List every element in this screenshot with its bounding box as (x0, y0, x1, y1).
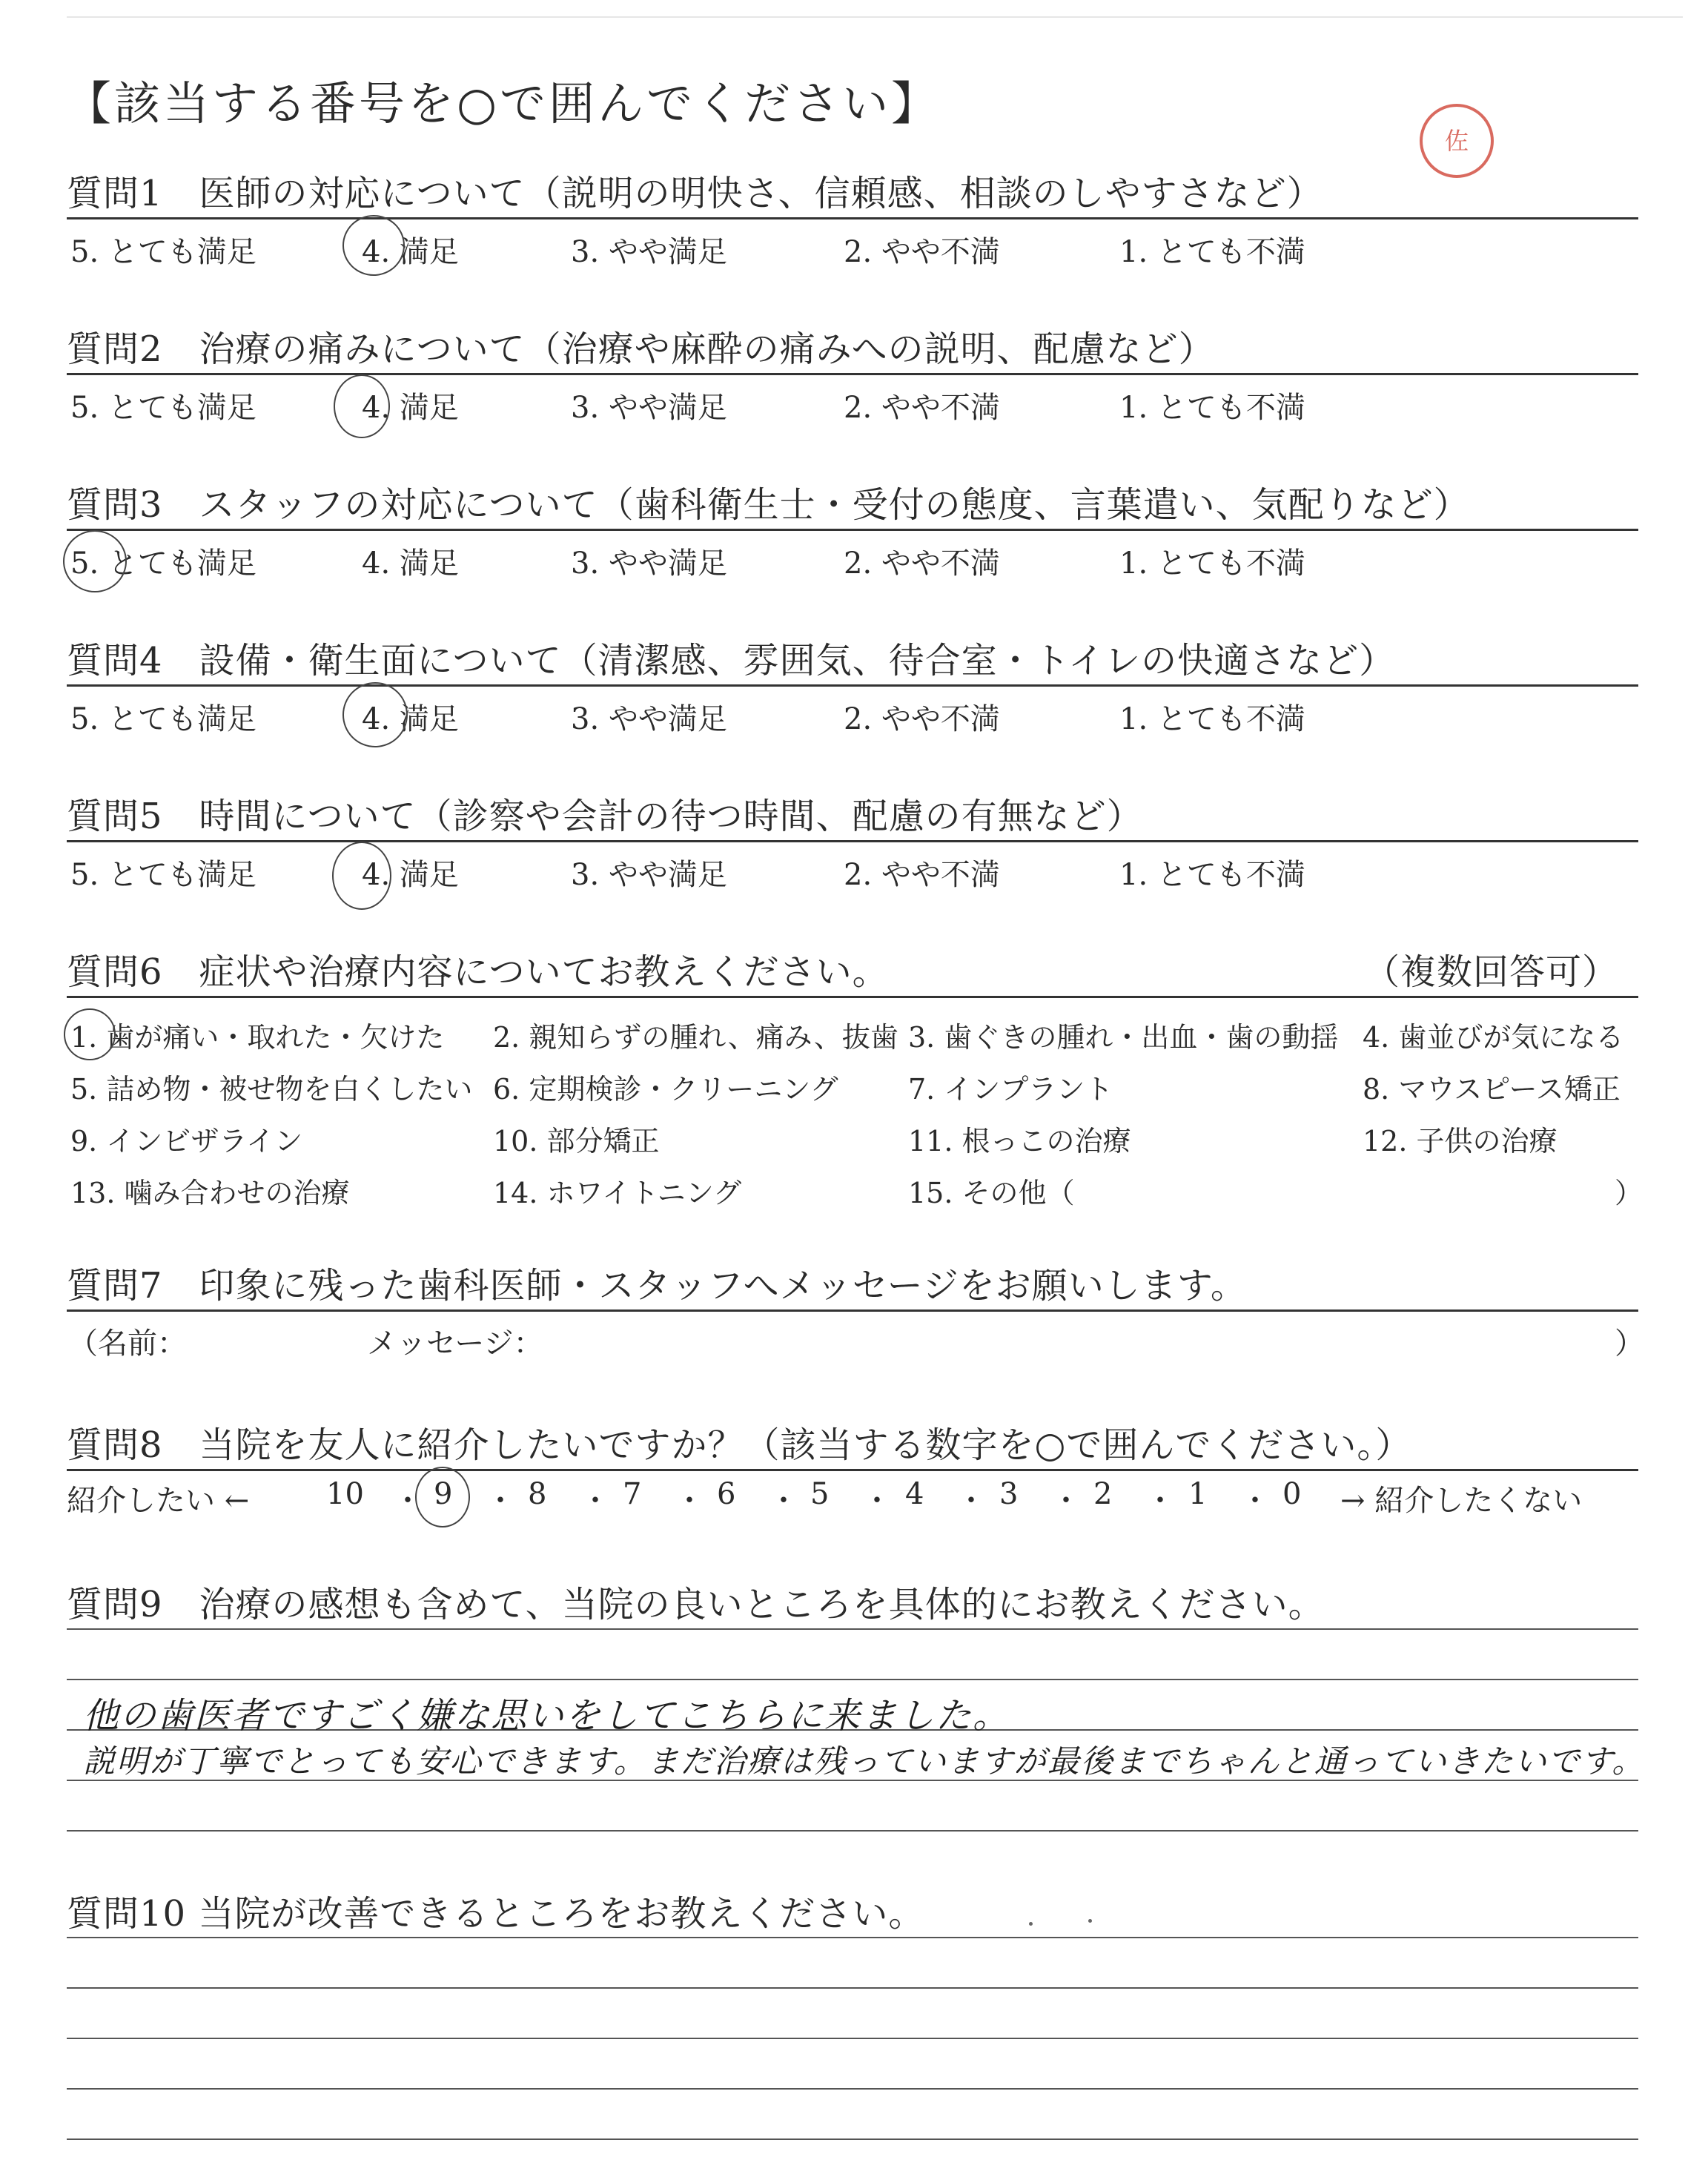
q6-item-6[interactable]: 6. 定期検診・クリーニング (493, 1073, 838, 1106)
q6-item-1[interactable]: 1. 歯が痛い・取れた・欠けた (70, 1021, 445, 1054)
q3-option-4[interactable]: 4. 満足 (362, 546, 459, 581)
q4-option-3[interactable]: 3. やや満足 (571, 702, 727, 736)
q5-option-4[interactable]: 4. 満足 (362, 858, 459, 892)
q8-sep-5: ・ (769, 1484, 798, 1518)
q7-name-label[interactable]: （名前： (68, 1327, 187, 1361)
q5-option-2[interactable]: 2. やや不満 (844, 858, 1000, 892)
q1-option-3[interactable]: 3. やや満足 (571, 235, 727, 269)
q2-rule (67, 373, 1638, 375)
q1-option-5[interactable]: 5. とても満足 (70, 235, 256, 269)
q6-item-4[interactable]: 4. 歯並びが気になる (1363, 1021, 1624, 1054)
q9-line-1 (67, 1628, 1638, 1630)
q2-option-3[interactable]: 3. やや満足 (571, 391, 727, 425)
q6-heading: 質問6 症状や治療内容についてお教えください。 (67, 951, 889, 993)
q5-heading: 質問5 時間について（診察や会計の待つ時間、配慮の有無など） (67, 796, 1143, 837)
q2-heading: 質問2 治療の痛みについて（治療や麻酔の痛みへの説明、配慮など） (67, 328, 1215, 370)
q6-item-7[interactable]: 7. インプラント (908, 1073, 1113, 1106)
q8-scale-1[interactable]: 1 (1188, 1477, 1208, 1511)
q2-answer-circle (334, 374, 390, 438)
q6-item-12[interactable]: 12. 子供の治療 (1363, 1125, 1558, 1157)
q8-right-label: → 紹介したくない (1340, 1484, 1583, 1518)
page-top-edge (67, 16, 1683, 18)
q8-heading: 質問8 当院を友人に紹介したいですか？（該当する数字を○で囲んでください。） (67, 1424, 1412, 1466)
q6-item-3[interactable]: 3. 歯ぐきの腫れ・出血・歯の動揺 (908, 1021, 1339, 1054)
q10-line-2 (67, 1987, 1638, 1989)
q1-option-4[interactable]: 4. 満足 (362, 235, 459, 269)
q8-answer-circle (415, 1467, 470, 1527)
q6-other-close-paren: ） (1615, 1177, 1644, 1209)
q9-line-2 (67, 1679, 1638, 1680)
q8-sep-8: ・ (1051, 1484, 1081, 1518)
q1-answer-circle (342, 215, 405, 276)
q7-close-paren: ） (1615, 1327, 1644, 1361)
q8-scale-6[interactable]: 6 (717, 1477, 736, 1511)
q4-rule (67, 684, 1638, 687)
q6-item-11[interactable]: 11. 根っこの治療 (908, 1125, 1131, 1157)
q8-left-label: 紹介したい ← (67, 1484, 250, 1518)
q9-handwritten-answer-1: 他の歯医者ですごく嫌な思いをしてこちらに来ました。 (83, 1695, 1010, 1737)
q9-line-5 (67, 1830, 1638, 1832)
q8-scale-9[interactable]: 9 (434, 1477, 453, 1511)
q6-item-15[interactable]: 15. その他（ (908, 1177, 1075, 1209)
q8-scale-7[interactable]: 7 (623, 1477, 642, 1511)
q10-line-3 (67, 2038, 1638, 2039)
q5-answer-circle (332, 842, 391, 910)
q8-scale-5[interactable]: 5 (810, 1477, 830, 1511)
q8-sep-10: ・ (1240, 1484, 1270, 1518)
q5-option-5[interactable]: 5. とても満足 (70, 858, 256, 892)
q1-option-1[interactable]: 1. とても不満 (1119, 235, 1305, 269)
q8-sep-6: ・ (862, 1484, 892, 1518)
speck (1029, 1922, 1033, 1926)
q8-scale-2[interactable]: 2 (1093, 1477, 1113, 1511)
q3-option-2[interactable]: 2. やや不満 (844, 546, 1000, 581)
q5-option-1[interactable]: 1. とても不満 (1119, 858, 1305, 892)
q4-option-5[interactable]: 5. とても満足 (70, 702, 256, 736)
q1-option-2[interactable]: 2. やや不満 (844, 235, 1000, 269)
q8-sep-4: ・ (675, 1484, 704, 1518)
q8-sep-2: ・ (486, 1484, 515, 1518)
q8-scale-3[interactable]: 3 (999, 1477, 1019, 1511)
q10-line-4 (67, 2088, 1638, 2090)
q5-option-3[interactable]: 3. やや満足 (571, 858, 727, 892)
q9-heading: 質問9 治療の感想も含めて、当院の良いところを具体的にお教えください。 (67, 1584, 1325, 1625)
q4-option-4[interactable]: 4. 満足 (362, 702, 459, 736)
q6-item-2[interactable]: 2. 親知らずの腫れ、痛み、抜歯 (493, 1021, 898, 1054)
q5-rule (67, 840, 1638, 842)
q4-heading: 質問4 設備・衛生面について（清潔感、雰囲気、待合室・トイレの快適さなど） (67, 640, 1396, 681)
q8-sep-1: ・ (393, 1484, 423, 1518)
q6-item-10[interactable]: 10. 部分矯正 (493, 1125, 660, 1157)
q3-answer-circle (63, 530, 127, 592)
q3-option-5[interactable]: 5. とても満足 (70, 546, 256, 581)
q2-option-1[interactable]: 1. とても不満 (1119, 391, 1305, 425)
q3-heading: 質問3 スタッフの対応について（歯科衛生士・受付の態度、言葉遣い、気配りなど） (67, 484, 1470, 526)
q7-rule (67, 1309, 1638, 1312)
q8-sep-9: ・ (1145, 1484, 1175, 1518)
q4-option-2[interactable]: 2. やや不満 (844, 702, 1000, 736)
q8-scale-0[interactable]: 0 (1282, 1477, 1302, 1511)
q8-scale-4[interactable]: 4 (905, 1477, 924, 1511)
speck (1088, 1919, 1092, 1923)
q1-heading: 質問1 医師の対応について（説明の明快さ、信頼感、相談のしやすさなど） (67, 173, 1323, 214)
q8-rule (67, 1469, 1638, 1471)
q6-multiple-note: （複数回答可） (1364, 951, 1619, 993)
name-stamp: 佐 (1420, 104, 1494, 178)
q3-option-3[interactable]: 3. やや満足 (571, 546, 727, 581)
q10-heading: 質問10 当院が改善できるところをお教えください。 (67, 1893, 925, 1935)
q6-item-13[interactable]: 13. 噛み合わせの治療 (70, 1177, 350, 1209)
page-title: 【該当する番号を○で囲んでください】 (65, 76, 941, 131)
q6-item-14[interactable]: 14. ホワイトニング (493, 1177, 742, 1209)
q4-answer-circle (342, 682, 408, 747)
q8-sep-7: ・ (956, 1484, 986, 1518)
q6-item-9[interactable]: 9. インビザライン (70, 1125, 303, 1157)
q7-heading: 質問7 印象に残った歯科医師・スタッフへメッセージをお願いします。 (67, 1265, 1247, 1307)
q6-item-8[interactable]: 8. マウスピース矯正 (1363, 1073, 1621, 1106)
q2-option-5[interactable]: 5. とても満足 (70, 391, 256, 425)
q1-rule (67, 217, 1638, 219)
q2-option-2[interactable]: 2. やや不満 (844, 391, 1000, 425)
q9-handwritten-answer-2: 説明が丁寧でとっても安心できます。まだ治療は残っていますが最後までちゃんと通っていきたいです。 (83, 1743, 1646, 1780)
q8-scale-8[interactable]: 8 (528, 1477, 547, 1511)
q3-option-1[interactable]: 1. とても不満 (1119, 546, 1305, 581)
q10-line-1 (67, 1937, 1638, 1938)
q8-sep-3: ・ (580, 1484, 610, 1518)
q4-option-1[interactable]: 1. とても不満 (1119, 702, 1305, 736)
q8-scale-10[interactable]: 10 (326, 1477, 364, 1511)
q2-option-4[interactable]: 4. 満足 (362, 391, 459, 425)
q6-rule (67, 996, 1638, 998)
q10-line-5 (67, 2138, 1638, 2140)
q6-answer-circle (64, 1008, 116, 1060)
q7-message-label[interactable]: メッセージ： (367, 1327, 543, 1361)
q6-item-5[interactable]: 5. 詰め物・被せ物を白くしたい (70, 1073, 473, 1106)
q3-rule (67, 529, 1638, 531)
